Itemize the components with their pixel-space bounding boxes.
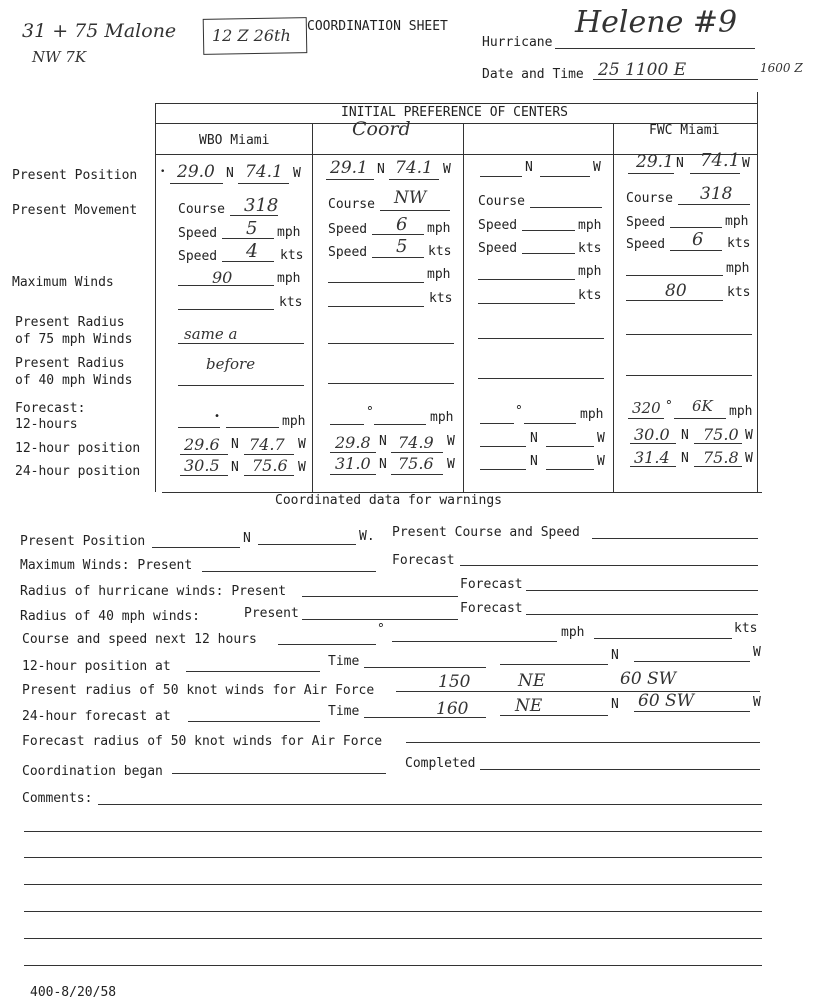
c4-fc-mph-unit: mph [729, 404, 753, 419]
c1-f12-w-line [244, 454, 294, 455]
f24-time-label: Time [328, 704, 360, 719]
c2-pos-n: 29.1 [330, 158, 368, 178]
c3-f12-w-line [546, 446, 594, 447]
column-header-wbo: WBO Miami [199, 133, 270, 148]
c2-f12-n: 29.8 [335, 433, 371, 452]
radius-40-forecast-label: Forecast [460, 601, 523, 616]
pos12-w-line [634, 661, 750, 662]
forecast-radius50-line [406, 742, 760, 743]
pos12-time-label: Time [328, 654, 360, 669]
r40f-line [526, 614, 758, 615]
c3-f12-w-unit: W [597, 431, 605, 446]
c4-speed2-line [670, 250, 722, 251]
c1-speed-mph: 5 [246, 218, 258, 239]
c2-course-line [380, 210, 450, 211]
c3-speed-label-2: Speed [478, 241, 518, 256]
c1-f12-w-unit: W [298, 437, 306, 452]
f24-w: W [753, 695, 761, 710]
c1-speed-label-1: Speed [178, 226, 218, 241]
c1-n: N [226, 166, 234, 181]
c4-n: N [676, 156, 684, 171]
row-label-forecast-2: 12-hours [15, 417, 78, 432]
cs12-deg: ° [377, 622, 385, 637]
c1-w: W [293, 166, 301, 181]
c1-fc-deg-line [178, 427, 220, 428]
pos12-n: N [611, 648, 619, 663]
c3-fc-mph-line [524, 423, 576, 424]
max-winds-forecast-label: Forecast [392, 553, 455, 568]
pos12-at-line [186, 671, 320, 672]
comments-line-7 [24, 965, 762, 966]
mwf-line [460, 565, 758, 566]
f24-c: 60 SW [638, 691, 695, 711]
c1-f12-n: 29.6 [184, 435, 220, 454]
c1-max-kts-line [178, 309, 274, 310]
c4-course-line [678, 204, 750, 205]
c2-max-kts-line [328, 306, 424, 307]
comments-line-6 [24, 938, 762, 939]
completed-label: Completed [405, 756, 476, 771]
c2-pos-w-line [389, 179, 439, 180]
c3-kts-1: kts [578, 241, 602, 256]
pos12-at-label: 12-hour position at [22, 659, 171, 674]
c1-f12-w: 74.7 [249, 435, 285, 454]
c2-speed-label-1: Speed [328, 222, 368, 237]
c1-pos-w: 74.1 [245, 162, 283, 182]
comments-line-4 [24, 884, 762, 885]
c4-f24-w-unit: W [745, 451, 753, 466]
c2-f24-n-unit: N [379, 457, 387, 472]
c4-r40-line [626, 375, 752, 376]
row-label-r75-2: of 75 mph Winds [15, 332, 133, 347]
row-label-present-position: Present Position [12, 168, 138, 183]
cs12-deg-line [278, 644, 376, 645]
cs12-mph-line [392, 641, 557, 642]
coordination-began-label: Coordination began [22, 764, 163, 779]
comments-line-2 [24, 831, 762, 832]
c4-r75-line [626, 334, 752, 335]
c2-pos-w: 74.1 [395, 158, 433, 178]
c2-fc-deg: ° [366, 405, 374, 420]
c4-max-mph-line [626, 275, 723, 276]
c2-fc-mph-unit: mph [430, 410, 454, 425]
c2-f24-w-unit: W [447, 457, 455, 472]
c1-max-kts-unit: kts [279, 295, 303, 310]
c4-mph-1: mph [725, 214, 749, 229]
c2-f12-w: 74.9 [398, 433, 434, 452]
c2-speed-mph: 6 [396, 214, 408, 235]
comments-line-5 [24, 911, 762, 912]
c1-pos-w-line [238, 183, 289, 184]
f24-b: NE [515, 696, 543, 716]
c4-f12-w-unit: W [745, 428, 753, 443]
row-label-present-movement: Present Movement [12, 203, 138, 218]
c2-kts-1: kts [428, 244, 452, 259]
c2-speed2-line [372, 257, 424, 258]
table-col-line-3 [613, 123, 614, 492]
c3-course-label: Course [478, 194, 525, 209]
page-title: COORDINATION SHEET [307, 19, 448, 34]
c1-f12-n-unit: N [231, 437, 239, 452]
handwritten-note-line2: NW 7K [32, 48, 87, 66]
f24-a: 160 [436, 699, 469, 719]
c4-course-label: Course [626, 191, 673, 206]
forecast-radius50-label: Forecast radius of 50 knot winds for Air Force [22, 734, 383, 749]
pos12-time-line [364, 667, 486, 668]
c2-f12-n-unit: N [379, 434, 387, 449]
c1-f24-w-line [244, 475, 294, 476]
present-position-label: Present Position [20, 534, 146, 549]
max-winds-label: Maximum Winds: Present [20, 558, 193, 573]
c1-kts-1: kts [280, 248, 304, 263]
table-top [155, 103, 757, 104]
c2-fc-deg-line [330, 424, 364, 425]
c3-max-mph-line [478, 279, 575, 280]
hurricane-line [555, 48, 755, 49]
boxed-note-text: 12 Z 26th [212, 26, 291, 45]
c4-speed1-line [670, 227, 722, 228]
row-label-r75-1: Present Radius [15, 315, 125, 330]
c1-f24-w-unit: W [298, 460, 306, 475]
pos12-w: W [753, 645, 761, 660]
f24-n: N [611, 697, 619, 712]
pcs-line [592, 538, 758, 539]
present-course-speed-label: Present Course and Speed [392, 525, 580, 540]
c1-mph-1: mph [277, 225, 301, 240]
c2-mph-1: mph [427, 221, 451, 236]
radius50-b: NE [518, 671, 546, 691]
course-speed-12-label: Course and speed next 12 hours [22, 632, 257, 647]
c3-w: W [593, 160, 601, 175]
c2-speed-label-2: Speed [328, 245, 368, 260]
c1-r75-line [178, 343, 304, 344]
c2-f24-n: 31.0 [335, 454, 371, 473]
c4-fc-deg-sym: ° [665, 399, 673, 414]
c3-f12-n-unit: N [530, 431, 538, 446]
c2-f24-n-line [330, 474, 376, 475]
comments-line-1 [98, 804, 762, 805]
c1-max-mph: 90 [212, 268, 233, 287]
c2-fc-mph-line [374, 424, 426, 425]
c1-pos-n: 29.0 [177, 162, 215, 182]
c3-speed-label-1: Speed [478, 218, 518, 233]
radius50-present-label: Present radius of 50 knot winds for Air Force [22, 683, 375, 698]
c3-fc-deg: ° [515, 404, 523, 419]
c4-max-kts: 80 [665, 281, 687, 301]
c4-kts-1: kts [727, 236, 751, 251]
c4-f12-n-unit: N [681, 428, 689, 443]
r40-line [302, 619, 458, 620]
c4-speed-label-1: Speed [626, 215, 666, 230]
c1-pos-n-line [170, 183, 223, 184]
c1-speed-label-2: Speed [178, 249, 218, 264]
c3-fc-deg-line [480, 423, 514, 424]
c1-fc-deg: • [214, 411, 221, 422]
comments-line-3 [24, 857, 762, 858]
c4-pos-w: 74.1 [700, 150, 741, 171]
c3-f24-w-line [546, 469, 594, 470]
column-header-coord: Coord [352, 118, 411, 140]
rhf-line [526, 590, 758, 591]
hurricane-label: Hurricane [482, 35, 553, 50]
c4-f24-n-unit: N [681, 451, 689, 466]
row-label-pos12: 12-hour position [15, 441, 141, 456]
c3-max-kts-line [478, 303, 575, 304]
c3-course-line [530, 207, 602, 208]
c4-pos-n-line [628, 173, 674, 174]
radius-40-present-label: Present [244, 606, 299, 621]
pp-n-line [152, 547, 240, 548]
c3-mph-1: mph [578, 218, 602, 233]
f24-w-line [634, 711, 750, 712]
table-col-line-1 [312, 123, 313, 492]
mw-line [202, 571, 376, 572]
table-col-line-2 [463, 123, 464, 492]
radius-hurricane-label: Radius of hurricane winds: Present [20, 584, 287, 599]
pp-w-line [258, 544, 356, 545]
c3-speed2-line [522, 253, 575, 254]
c3-f24-n-unit: N [530, 454, 538, 469]
c4-pos-n: 29.1 [636, 152, 674, 172]
c2-max-kts-unit: kts [429, 291, 453, 306]
c2-speed-kts: 5 [396, 236, 408, 257]
c2-course-label: Course [328, 197, 375, 212]
row-label-r40-1: Present Radius [15, 356, 125, 371]
c4-fc-mph: 6K [692, 397, 713, 415]
c4-course: 318 [700, 184, 733, 204]
c1-dot: • [160, 167, 166, 177]
c3-f12-n-line [480, 446, 526, 447]
c2-f24-w: 75.6 [398, 454, 434, 473]
c4-fc-deg: 320 [632, 399, 661, 417]
datetime-label: Date and Time [482, 67, 584, 82]
c3-pos-w-line [540, 176, 590, 177]
c2-f12-w-line [391, 452, 443, 453]
table-col-line-4 [757, 92, 758, 492]
radius-hurricane-forecast-label: Forecast [460, 577, 523, 592]
forecast24-at-label: 24-hour forecast at [22, 709, 171, 724]
datetime-value: 25 1100 E [598, 60, 687, 80]
hurricane-value: Helene #9 [575, 5, 738, 40]
c4-f24-n: 31.4 [634, 448, 670, 467]
handwritten-note-line1: 31 + 75 Malone [22, 20, 177, 42]
c1-max-mph-unit: mph [277, 271, 301, 286]
c1-f24-n-line [180, 475, 228, 476]
c4-w: W [742, 156, 750, 171]
c3-fc-mph-unit: mph [580, 407, 604, 422]
c2-f12-n-line [330, 452, 376, 453]
c2-w: W [443, 162, 451, 177]
f24-at-line [188, 721, 320, 722]
c3-r40-line [478, 378, 604, 379]
c3-pos-n-line [480, 176, 522, 177]
c4-max-kts-unit: kts [727, 285, 751, 300]
c4-pos-w-line [690, 173, 740, 174]
c4-f12-n: 30.0 [634, 425, 670, 444]
pp-n: N [243, 531, 251, 546]
cs12-mph: mph [561, 625, 585, 640]
c1-course: 318 [244, 195, 279, 216]
cs12-kts-line [594, 638, 732, 639]
rh-line [302, 596, 458, 597]
c3-f24-w-unit: W [597, 454, 605, 469]
table-title: INITIAL PREFERENCE OF CENTERS [341, 105, 568, 120]
warnings-title: Coordinated data for warnings [275, 493, 502, 508]
completed-line [480, 769, 760, 770]
column-header-fwc: FWC Miami [649, 123, 720, 138]
c1-f24-w: 75.6 [252, 456, 288, 475]
c1-f24-n: 30.5 [184, 456, 220, 475]
c4-fc-deg-line [628, 418, 664, 419]
pos12-n-line [500, 664, 608, 665]
radius-40-label: Radius of 40 mph winds: [20, 609, 201, 624]
c3-speed1-line [522, 230, 575, 231]
c4-fc-mph-line [674, 418, 726, 419]
pp-w: W. [359, 529, 375, 544]
c3-f24-n-line [480, 469, 526, 470]
c2-f12-w-unit: W [447, 434, 455, 449]
form-number: 400-8/20/58 [30, 985, 117, 1000]
radius50-a: 150 [438, 672, 471, 692]
c1-r40: before [206, 355, 256, 373]
c1-r75: same a [184, 325, 238, 343]
c1-f24-n-unit: N [231, 460, 239, 475]
row-label-maximum-winds: Maximum Winds [12, 275, 114, 290]
c4-f24-w: 75.8 [703, 448, 739, 467]
c2-r40-line [328, 383, 454, 384]
datetime-extra: 1600 Z [760, 61, 803, 75]
c2-r75-line [328, 343, 454, 344]
c3-r75-line [478, 338, 604, 339]
c4-f12-w: 75.0 [703, 425, 739, 444]
c2-max-mph-line [328, 282, 424, 283]
coord-began-line [172, 773, 386, 774]
c2-f24-w-line [391, 474, 443, 475]
table-col-line-0 [155, 103, 156, 492]
c2-n: N [377, 162, 385, 177]
c3-n: N [525, 160, 533, 175]
c1-fc-mph-unit: mph [282, 414, 306, 429]
c4-speed-label-2: Speed [626, 237, 666, 252]
row-label-r40-2: of 40 mph Winds [15, 373, 133, 388]
c2-max-mph-unit: mph [427, 267, 451, 282]
c1-r40-line [178, 385, 304, 386]
cs12-kts: kts [734, 621, 758, 636]
row-label-forecast-1: Forecast: [15, 401, 86, 416]
c1-speed-kts: 4 [246, 240, 259, 262]
c3-max-mph-unit: mph [578, 264, 602, 279]
c2-course: NW [394, 188, 427, 208]
row-label-pos24: 24-hour position [15, 464, 141, 479]
c2-pos-n-line [326, 179, 374, 180]
c4-speed-kts: 6 [692, 229, 704, 250]
c1-f12-n-line [180, 454, 228, 455]
c4-max-mph-unit: mph [726, 261, 750, 276]
c1-fc-mph-line [226, 427, 279, 428]
radius50-c: 60 SW [620, 669, 677, 689]
c1-course-label: Course [178, 202, 225, 217]
comments-label: Comments: [22, 791, 93, 806]
c3-max-kts-unit: kts [578, 288, 602, 303]
